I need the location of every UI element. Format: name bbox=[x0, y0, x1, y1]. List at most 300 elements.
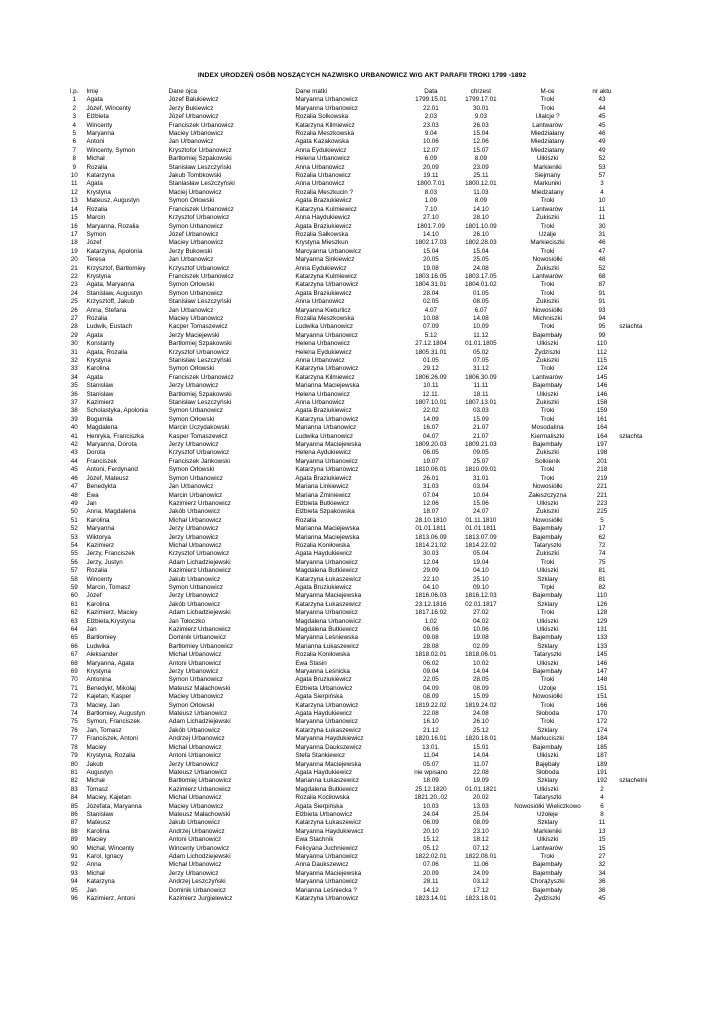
mother-name-cell: Maryanna Leśniewska bbox=[295, 634, 358, 642]
birth-date-cell: 22.02 bbox=[422, 407, 439, 415]
header-place: M-ce bbox=[540, 88, 555, 95]
father-name-cell: Symon Orłowski bbox=[168, 281, 215, 289]
place-cell: Żukiszki bbox=[536, 264, 559, 272]
row-number-cell: 14 bbox=[70, 205, 78, 213]
father-name-cell: Adam Lichadziejewski bbox=[168, 558, 231, 566]
table-row bbox=[62, 710, 662, 718]
row-number-cell: 27 bbox=[70, 314, 78, 322]
table-row bbox=[62, 819, 662, 827]
place-cell: Solkienik bbox=[534, 457, 561, 465]
remark-cell bbox=[615, 685, 662, 693]
birth-date-cell: 4.07 bbox=[424, 306, 437, 314]
father-name-cell: Krzysztof Urbanowicz bbox=[168, 348, 230, 356]
birth-date-cell: 18.09 bbox=[422, 777, 439, 785]
father-name-cell: Jerzy Urbanowicz bbox=[168, 533, 219, 541]
row-number-cell: 5 bbox=[72, 130, 76, 138]
place-cell: Miedzatany bbox=[531, 188, 564, 196]
header-remarks bbox=[615, 88, 662, 96]
mother-name-cell: Ewa Stasin bbox=[295, 659, 327, 667]
child-name-cell: Michał bbox=[86, 155, 105, 163]
birth-date-cell: 12.04 bbox=[422, 558, 439, 566]
birth-date-cell: 19.11 bbox=[423, 172, 439, 180]
place-cell: Nowosiółki bbox=[532, 306, 563, 314]
birth-date-cell: 1809.20.03 bbox=[415, 441, 447, 449]
child-name-cell: Konstanty bbox=[86, 340, 115, 348]
row-number-cell: 51 bbox=[70, 516, 78, 524]
birth-date-cell: 28.10.1810 bbox=[415, 516, 447, 524]
act-number-cell: 184 bbox=[596, 735, 608, 743]
baptism-date-cell: 18.11 bbox=[473, 390, 489, 398]
act-number-cell: 5 bbox=[600, 516, 604, 524]
remark-cell bbox=[615, 223, 662, 231]
child-name-cell: Rozalia bbox=[86, 205, 108, 213]
table-row bbox=[62, 248, 662, 256]
act-number-cell: 146 bbox=[596, 659, 608, 667]
row-number-cell: 70 bbox=[70, 676, 78, 684]
father-name-cell: Mateusz Urbanowicz bbox=[168, 768, 228, 776]
act-number-cell: 110 bbox=[596, 592, 607, 600]
remark-cell bbox=[615, 180, 662, 188]
table-header-row bbox=[62, 88, 662, 96]
birth-date-cell: 01.01.1811 bbox=[415, 525, 447, 533]
baptism-date-cell: 12.06 bbox=[472, 138, 489, 146]
birth-date-cell: 28.04 bbox=[422, 289, 439, 297]
mother-name-cell: Maryanna Kieturlicz bbox=[295, 306, 351, 314]
act-number-cell: 219 bbox=[596, 474, 608, 482]
mother-name-cell: Rozalia Meszkowska bbox=[295, 314, 355, 322]
remark-cell bbox=[615, 819, 662, 827]
remark-cell bbox=[615, 811, 662, 819]
act-number-cell: 145 bbox=[596, 373, 608, 381]
birth-date-cell: 21.12 bbox=[422, 726, 439, 734]
place-cell: Troki bbox=[540, 415, 555, 423]
place-cell: Ulkiszki bbox=[536, 155, 559, 163]
place-cell: Troki bbox=[540, 281, 555, 289]
baptism-date-cell: 18.12 bbox=[472, 836, 489, 844]
baptism-date-cell: 03.04 bbox=[472, 483, 489, 491]
father-name-cell: Dominik Urbanowicz bbox=[168, 886, 227, 894]
row-number-cell: 85 bbox=[70, 802, 78, 810]
row-number-cell: 28 bbox=[70, 323, 78, 331]
birth-date-cell: 7.10 bbox=[424, 205, 437, 213]
baptism-date-cell: 02.09 bbox=[472, 642, 489, 650]
place-cell: Bajembały bbox=[532, 668, 563, 676]
remark-cell bbox=[615, 239, 662, 247]
baptism-date-cell: 08.09 bbox=[472, 819, 489, 827]
table-row bbox=[62, 475, 662, 483]
row-number-cell: 34 bbox=[70, 373, 78, 381]
act-number-cell: 126 bbox=[596, 600, 608, 608]
mother-name-cell: Maryanna Urbanowicz bbox=[295, 878, 358, 886]
table-row bbox=[62, 517, 662, 525]
baptism-date-cell: 1814.22.02 bbox=[465, 541, 497, 549]
father-name-cell: Staniasław Leszczyński bbox=[168, 180, 235, 188]
remark-cell bbox=[615, 618, 662, 626]
mother-name-cell: Maryanna Maciejewska bbox=[295, 441, 362, 449]
place-cell: Lantwarów bbox=[532, 272, 563, 280]
act-number-cell: 128 bbox=[596, 609, 608, 617]
child-name-cell: Franciszek bbox=[86, 457, 117, 465]
row-number-cell: 15 bbox=[70, 214, 78, 222]
mother-name-cell: Helena Eydukiewicz bbox=[295, 348, 352, 356]
remark-cell bbox=[615, 676, 662, 684]
child-name-cell: Elżbieta,Krystyna bbox=[86, 617, 136, 625]
table-row bbox=[62, 113, 662, 121]
act-number-cell: 31 bbox=[598, 230, 606, 238]
child-name-cell: Krystyna bbox=[86, 357, 111, 364]
father-name-cell: Jerzy Bukiewicz bbox=[168, 104, 214, 112]
father-name-cell: Franciszek Urbanowicz bbox=[168, 121, 234, 129]
act-number-cell: 52 bbox=[598, 264, 606, 272]
remark-cell bbox=[615, 651, 662, 659]
row-number-cell: 48 bbox=[70, 491, 78, 499]
birth-date-cell: 14.12 bbox=[422, 886, 439, 894]
remark-cell bbox=[615, 273, 662, 281]
father-name-cell: Michał Urbanowicz bbox=[168, 794, 222, 802]
baptism-date-cell: 26.03 bbox=[472, 121, 489, 129]
place-cell: Żukiszki bbox=[536, 508, 559, 516]
place-cell: Żukiszki bbox=[536, 214, 559, 222]
baptism-date-cell: 25.07 bbox=[472, 457, 489, 465]
table-row bbox=[62, 349, 662, 357]
child-name-cell: Karol, Ignacy bbox=[86, 852, 124, 860]
place-cell: Bajembały bbox=[532, 592, 563, 600]
act-number-cell: 10 bbox=[598, 197, 606, 205]
place-cell: Troki bbox=[540, 197, 555, 205]
child-name-cell: Mateusz bbox=[86, 819, 111, 827]
remark-cell bbox=[615, 550, 662, 558]
row-number-cell: 45 bbox=[70, 466, 78, 474]
row-number-cell: 36 bbox=[70, 390, 78, 398]
remark-cell bbox=[615, 626, 662, 634]
child-name-cell: Karolina bbox=[86, 827, 110, 835]
birth-date-cell: 25.12.1820 bbox=[415, 785, 447, 793]
mother-name-cell: Stefa Stankiewicz bbox=[295, 752, 346, 760]
act-number-cell: 27 bbox=[598, 852, 606, 860]
table-row bbox=[62, 660, 662, 668]
mother-name-cell: Rozalia Sałkowska bbox=[295, 230, 349, 238]
act-number-cell: 148 bbox=[596, 676, 608, 684]
mother-name-cell: Agata Bruziukiewicz bbox=[295, 583, 352, 591]
table-row bbox=[62, 197, 662, 205]
place-cell: Markuniki bbox=[534, 180, 561, 188]
baptism-date-cell: 25.05 bbox=[472, 256, 489, 264]
child-name-cell: Benedykta bbox=[86, 483, 117, 491]
act-number-cell: 192 bbox=[596, 777, 608, 785]
act-number-cell: 57 bbox=[598, 172, 606, 180]
mother-name-cell: Marianna Łukaszewicz bbox=[295, 777, 360, 785]
act-number-cell: 81 bbox=[598, 575, 606, 583]
child-name-cell: Marcin, Tomasz bbox=[86, 583, 131, 591]
table-row bbox=[62, 332, 662, 340]
table-row bbox=[62, 374, 662, 382]
act-number-cell: 164 bbox=[596, 432, 608, 440]
place-cell: Użolje bbox=[538, 684, 557, 692]
mother-name-cell: Maryanna Urbanowicz bbox=[295, 331, 358, 339]
mother-name-cell: Ludwika Urbanowicz bbox=[295, 323, 354, 331]
row-number-cell: 4 bbox=[72, 121, 76, 129]
remark-cell bbox=[615, 576, 662, 584]
mother-name-cell: Magdalena Butkiewicz bbox=[295, 785, 358, 793]
act-number-cell: 34 bbox=[598, 869, 606, 877]
mother-name-cell: Marianna Maciejewska bbox=[295, 525, 360, 533]
birth-date-cell: 5.12 bbox=[424, 331, 437, 339]
place-cell: Bajembały bbox=[532, 634, 563, 642]
child-name-cell: Jan bbox=[86, 499, 97, 507]
place-cell: Miedziatany bbox=[530, 146, 565, 154]
table-row bbox=[62, 214, 662, 222]
place-cell: Nowosiółki Wieliczkowo bbox=[514, 802, 581, 810]
place-cell: Troki bbox=[540, 247, 555, 255]
table-row bbox=[62, 96, 662, 104]
act-number-cell: 164 bbox=[596, 424, 608, 432]
place-cell: Ulkiszki bbox=[536, 785, 559, 793]
place-cell: Troki bbox=[540, 701, 555, 709]
row-number-cell: 31 bbox=[70, 348, 78, 356]
mother-name-cell: Katarzyna Kulmiewicz bbox=[295, 205, 357, 213]
table-row bbox=[62, 365, 662, 373]
place-cell: Żydziszki bbox=[534, 348, 561, 356]
place-cell: Bajembały bbox=[532, 861, 563, 869]
remark-cell bbox=[615, 365, 662, 373]
mother-name-cell: Rozalia Koniłowska bbox=[295, 541, 350, 549]
place-cell: Bajembały bbox=[532, 743, 563, 751]
act-number-cell: 191 bbox=[596, 768, 608, 776]
mother-name-cell: Maryanna Urbanowicz bbox=[295, 718, 358, 726]
birth-date-cell: 23.03 bbox=[422, 121, 439, 129]
table-row bbox=[62, 281, 662, 289]
mother-name-cell: Marianna Łukaszewicz bbox=[295, 642, 360, 650]
baptism-date-cell: 08.05 bbox=[472, 298, 489, 306]
baptism-date-cell: 19.08 bbox=[472, 634, 489, 642]
act-number-cell: 185 bbox=[596, 743, 608, 751]
place-cell: Troki bbox=[540, 407, 555, 415]
baptism-date-cell: 09.05 bbox=[472, 449, 489, 457]
baptism-date-cell: 15.09 bbox=[472, 693, 489, 701]
remark-cell bbox=[615, 878, 662, 886]
baptism-date-cell: 05.04 bbox=[472, 550, 489, 558]
remark-cell bbox=[615, 718, 662, 726]
birth-date-cell: 12.11. bbox=[422, 390, 440, 398]
remark-cell bbox=[615, 752, 662, 760]
remark-cell bbox=[615, 315, 662, 323]
birth-date-cell: 18.07 bbox=[422, 508, 439, 516]
remark-cell bbox=[615, 155, 662, 163]
mother-name-cell: Agata Sierpińska bbox=[295, 693, 343, 701]
child-name-cell: Agata, Maryanna bbox=[86, 281, 135, 289]
child-name-cell: Maciey, Jan bbox=[86, 701, 120, 709]
remark-cell bbox=[615, 130, 662, 138]
baptism-date-cell: 14.10 bbox=[472, 205, 489, 213]
place-cell: Szklary bbox=[537, 600, 558, 608]
act-number-cell: 221 bbox=[596, 483, 608, 491]
table-row bbox=[62, 584, 662, 592]
baptism-date-cell: 09.10 bbox=[472, 583, 489, 591]
mother-name-cell: Anna Urbanowicz bbox=[295, 357, 345, 364]
act-number-cell: 198 bbox=[596, 449, 608, 457]
father-name-cell: Stanisław Leszczyński bbox=[168, 399, 232, 407]
birth-date-cell: 04.09 bbox=[422, 684, 439, 692]
mother-name-cell: Maryanna Urbanowicz bbox=[295, 609, 358, 617]
place-cell: Ulkiszki bbox=[536, 659, 559, 667]
child-name-cell: Maciey bbox=[86, 743, 107, 751]
row-number-cell: 76 bbox=[70, 726, 78, 734]
table-row bbox=[62, 323, 662, 331]
child-name-cell: Wiktorya bbox=[86, 533, 111, 541]
row-number-cell: 96 bbox=[70, 895, 78, 902]
place-cell: Miedziatany bbox=[530, 138, 565, 146]
remark-cell bbox=[615, 113, 662, 121]
father-name-cell: Bartłomiey Urbanowicz bbox=[168, 642, 234, 650]
child-name-cell: Benedykt, Mikołaj bbox=[86, 684, 136, 692]
row-number-cell: 77 bbox=[70, 735, 78, 743]
child-name-cell: Henryka, Franciszka bbox=[86, 432, 144, 440]
row-number-cell: 39 bbox=[70, 415, 78, 423]
birth-date-cell: 15.04 bbox=[422, 247, 439, 255]
baptism-date-cell: 03.03 bbox=[472, 407, 489, 415]
father-name-cell: Andrzej Urbanowicz bbox=[168, 827, 225, 835]
birth-date-cell: 15.12 bbox=[422, 836, 439, 844]
row-number-cell: 30 bbox=[70, 340, 78, 348]
father-name-cell: Michał Urbanowicz bbox=[168, 651, 222, 659]
act-number-cell: 91 bbox=[598, 298, 606, 306]
birth-date-cell: 04.10 bbox=[422, 583, 439, 591]
row-number-cell: 9 bbox=[72, 163, 76, 171]
child-name-cell: Krystyna bbox=[86, 668, 111, 676]
baptism-date-cell: 31.01 bbox=[472, 474, 489, 482]
birth-date-cell: 22.08 bbox=[422, 710, 439, 718]
table-row bbox=[62, 534, 662, 542]
remark-cell bbox=[615, 567, 662, 575]
remark-cell bbox=[615, 643, 662, 651]
row-number-cell: 10 bbox=[70, 172, 78, 180]
baptism-date-cell: 25.10 bbox=[472, 575, 489, 583]
row-number-cell: 67 bbox=[70, 651, 78, 659]
mother-name-cell: Agata Sierpińska bbox=[295, 802, 343, 810]
row-number-cell: 73 bbox=[70, 701, 78, 709]
table-row bbox=[62, 164, 662, 172]
row-number-cell: 42 bbox=[70, 441, 78, 449]
baptism-date-cell: 17.12 bbox=[472, 886, 489, 894]
place-cell: Siejmany bbox=[534, 172, 561, 180]
table-row bbox=[62, 576, 662, 584]
father-name-cell: Symon Orłowski bbox=[168, 701, 215, 709]
place-cell: Ulkiszki bbox=[536, 836, 559, 844]
table-row bbox=[62, 155, 662, 163]
act-number-cell: 4 bbox=[600, 794, 604, 802]
header-imie: Imię bbox=[86, 88, 99, 95]
place-cell: Bajembały bbox=[532, 525, 563, 533]
remark-cell bbox=[615, 483, 662, 491]
child-name-cell: Agata bbox=[86, 180, 103, 188]
row-number-cell: 81 bbox=[70, 768, 78, 776]
father-name-cell: Maciey Urbanowicz bbox=[168, 130, 224, 138]
row-number-cell: 93 bbox=[70, 869, 78, 877]
child-name-cell: Antoni, Ferdynand bbox=[86, 466, 138, 474]
mother-name-cell: Ludwika Urbanowicz bbox=[295, 432, 354, 440]
father-name-cell: Antoni Urbanowicz bbox=[168, 836, 222, 844]
baptism-date-cell: 15.09 bbox=[472, 415, 489, 423]
table-row bbox=[62, 887, 662, 895]
remark-cell bbox=[615, 475, 662, 483]
birth-date-cell: 9.04 bbox=[424, 130, 437, 138]
baptism-date-cell: 04.10 bbox=[472, 567, 489, 575]
row-number-cell: 44 bbox=[70, 457, 78, 465]
act-number-cell: 166 bbox=[596, 701, 608, 709]
father-name-cell: Antoni Urbanowicz bbox=[168, 752, 222, 760]
father-name-cell: Franciszek Urbanowicz bbox=[168, 373, 234, 381]
birth-date-cell: 1.09 bbox=[424, 197, 437, 205]
place-cell: Troki bbox=[540, 558, 555, 566]
mother-name-cell: Ewa Stachnik bbox=[295, 836, 334, 844]
child-name-cell: Kazimierz bbox=[86, 541, 115, 549]
baptism-date-cell: 14.04 bbox=[472, 668, 489, 676]
baptism-date-cell: 20.02 bbox=[472, 794, 489, 802]
father-name-cell: Symon Orłowski bbox=[168, 197, 215, 205]
father-name-cell: Franciszek Jankowski bbox=[168, 457, 230, 465]
place-cell: Żukiszki bbox=[536, 550, 559, 558]
birth-date-cell: 30.03 bbox=[422, 550, 439, 558]
child-name-cell: Elżbieta bbox=[86, 113, 109, 121]
place-cell: Załeszczyzna bbox=[528, 491, 567, 499]
father-name-cell: Michał Urbanowicz bbox=[168, 541, 222, 549]
father-name-cell: Józef Urbanowicz bbox=[168, 113, 219, 121]
baptism-date-cell: 19.09 bbox=[472, 777, 489, 785]
table-row bbox=[62, 265, 662, 273]
remark-cell bbox=[615, 668, 662, 676]
father-name-cell: Mateusz Małachowski bbox=[168, 684, 231, 692]
table-row bbox=[62, 223, 662, 231]
father-name-cell: Jerzy Urbanowicz bbox=[168, 592, 219, 600]
child-name-cell: Józef, Wincenty bbox=[86, 104, 131, 112]
remark-cell bbox=[615, 340, 662, 348]
baptism-date-cell: 10.02 bbox=[472, 659, 489, 667]
remark-cell bbox=[615, 592, 662, 600]
table-row bbox=[62, 315, 662, 323]
child-name-cell: Antoni bbox=[86, 138, 105, 146]
place-cell: Troki bbox=[540, 289, 555, 297]
table-row bbox=[62, 828, 662, 836]
birth-date-cell: 01.05 bbox=[422, 357, 439, 364]
mother-name-cell: Magdalena Urbanowicz bbox=[295, 617, 362, 625]
place-cell: Szklary bbox=[537, 777, 558, 785]
table-row bbox=[62, 542, 662, 550]
child-name-cell: Józef bbox=[86, 592, 102, 600]
table-row bbox=[62, 239, 662, 247]
act-number-cell: 197 bbox=[596, 441, 608, 449]
act-number-cell: 52 bbox=[598, 155, 606, 163]
act-number-cell: 17 bbox=[598, 525, 606, 533]
row-number-cell: 26 bbox=[70, 306, 78, 314]
baptism-date-cell: 27.02 bbox=[472, 609, 489, 617]
birth-date-cell: 1814.21.02 bbox=[415, 541, 447, 549]
birth-date-cell: 11.04 bbox=[423, 752, 439, 760]
row-number-cell: 7 bbox=[72, 146, 76, 154]
act-number-cell: 45 bbox=[598, 113, 606, 121]
child-name-cell: Maryanna bbox=[86, 525, 115, 533]
place-cell: Słoboda bbox=[535, 710, 560, 718]
remark-cell bbox=[615, 508, 662, 516]
remark-cell bbox=[615, 441, 662, 449]
table-row bbox=[62, 676, 662, 684]
father-name-cell: Adam Lichadziejewski bbox=[168, 718, 231, 726]
row-number-cell: 65 bbox=[70, 634, 78, 642]
mother-name-cell: Rozalia bbox=[295, 516, 317, 524]
act-number-cell: 201 bbox=[596, 457, 608, 465]
act-number-cell: 225 bbox=[596, 508, 608, 516]
baptism-date-cell: 23.10 bbox=[472, 827, 489, 835]
father-name-cell: Jerzy Bukowski bbox=[168, 247, 213, 255]
